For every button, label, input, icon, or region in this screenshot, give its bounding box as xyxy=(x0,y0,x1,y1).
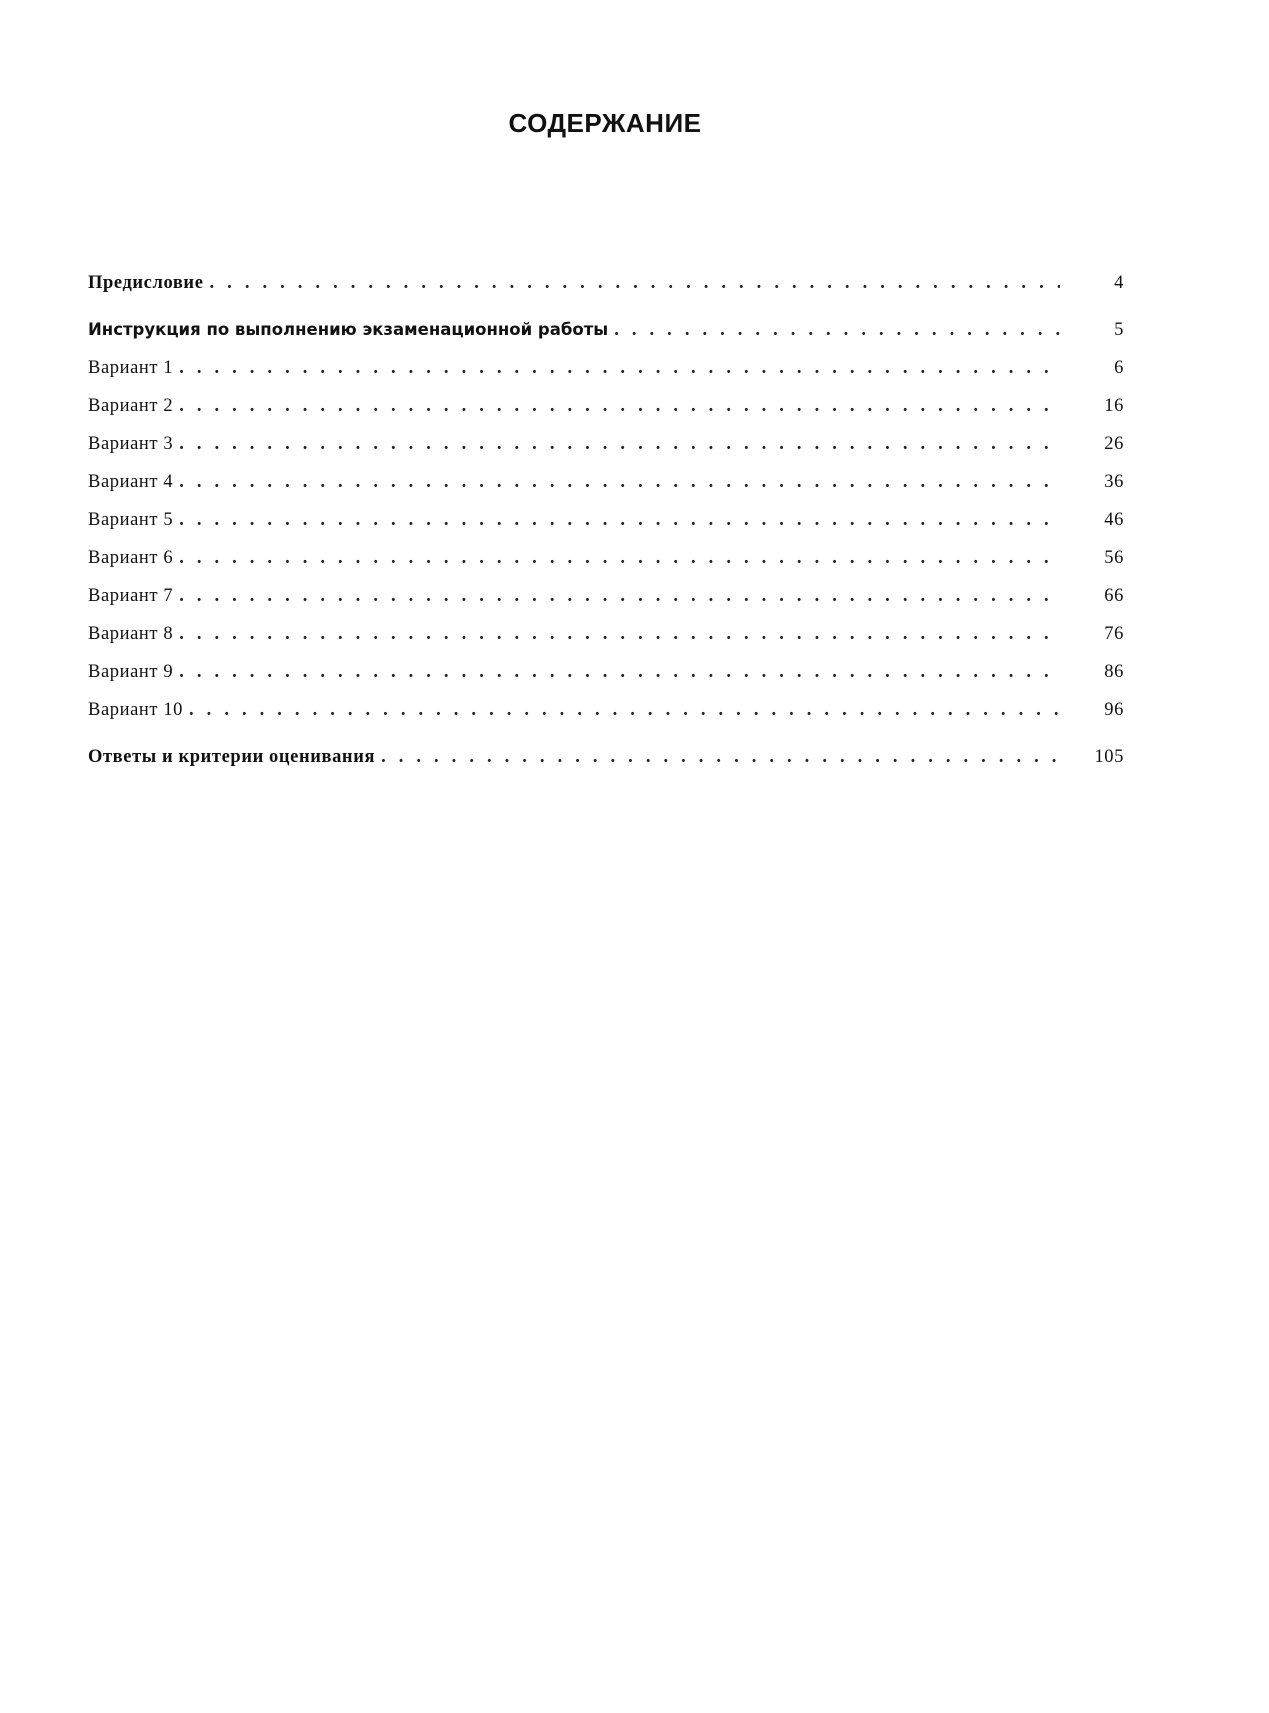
toc-entry-page: 36 xyxy=(1104,472,1124,492)
toc-entry-variant-9[interactable] xyxy=(88,653,1124,691)
toc-entry-answers[interactable] xyxy=(88,738,1124,776)
page-title: СОДЕРЖАНИЕ xyxy=(508,108,702,138)
toc-entry-label: Вариант 2 xyxy=(88,396,174,416)
toc-entry-page: 6 xyxy=(1114,358,1124,378)
dot-leader xyxy=(179,615,1060,653)
toc-entry-instructions[interactable] xyxy=(88,311,1124,349)
toc-entry-label: Инструкция по выполнению экзаменационной работы xyxy=(88,320,609,339)
toc-entry-label: Предисловие xyxy=(88,273,204,293)
toc-entry-variant-6[interactable] xyxy=(88,539,1124,577)
toc-entry-label: Вариант 1 xyxy=(88,358,174,378)
dot-leader xyxy=(210,264,1060,302)
toc-entry-page: 56 xyxy=(1104,548,1124,568)
dot-leader xyxy=(189,691,1060,729)
dot-leader xyxy=(614,311,1060,349)
dot-leader xyxy=(179,653,1060,691)
toc-entry-variant-8[interactable] xyxy=(88,615,1124,653)
toc-entry-page: 105 xyxy=(1094,747,1124,767)
toc-entry-page: 4 xyxy=(1114,273,1124,293)
toc-entry-label: Вариант 9 xyxy=(88,662,174,682)
toc-entry-label: Вариант 6 xyxy=(88,548,174,568)
dot-leader xyxy=(381,738,1060,776)
toc-entry-label: Вариант 10 xyxy=(88,700,184,720)
toc-entry-variant-5[interactable] xyxy=(88,501,1124,539)
dot-leader xyxy=(179,349,1060,387)
toc-entry-page: 26 xyxy=(1104,434,1124,454)
toc-entry-variant-1[interactable] xyxy=(88,349,1124,387)
toc-entry-label: Вариант 8 xyxy=(88,624,174,644)
toc-entry-label: Вариант 3 xyxy=(88,434,174,454)
toc-entry-page: 46 xyxy=(1104,510,1124,530)
toc-entry-variant-10[interactable] xyxy=(88,691,1124,729)
toc-entry-page: 66 xyxy=(1104,586,1124,606)
dot-leader xyxy=(179,577,1060,615)
toc-entry-label: Вариант 5 xyxy=(88,510,174,530)
toc-entry-page: 76 xyxy=(1104,624,1124,644)
toc-entry-label: Ответы и критерии оценивания xyxy=(88,747,376,767)
toc-entry-variant-4[interactable] xyxy=(88,463,1124,501)
toc-entry-page: 16 xyxy=(1104,396,1124,416)
toc-entry-variant-7[interactable] xyxy=(88,577,1124,615)
toc-entry-page: 96 xyxy=(1104,700,1124,720)
dot-leader xyxy=(179,539,1060,577)
toc-entry-page: 86 xyxy=(1104,662,1124,682)
toc-entry-variant-2[interactable] xyxy=(88,387,1124,425)
dot-leader xyxy=(179,425,1060,463)
toc-entry-label: Вариант 4 xyxy=(88,472,174,492)
toc-entry-preface[interactable] xyxy=(88,264,1124,302)
dot-leader xyxy=(179,387,1060,425)
toc-entry-variant-3[interactable] xyxy=(88,425,1124,463)
table-of-contents xyxy=(88,264,1124,776)
dot-leader xyxy=(179,501,1060,539)
dot-leader xyxy=(179,463,1060,501)
toc-entry-label: Вариант 7 xyxy=(88,586,174,606)
toc-entry-page: 5 xyxy=(1114,320,1124,340)
